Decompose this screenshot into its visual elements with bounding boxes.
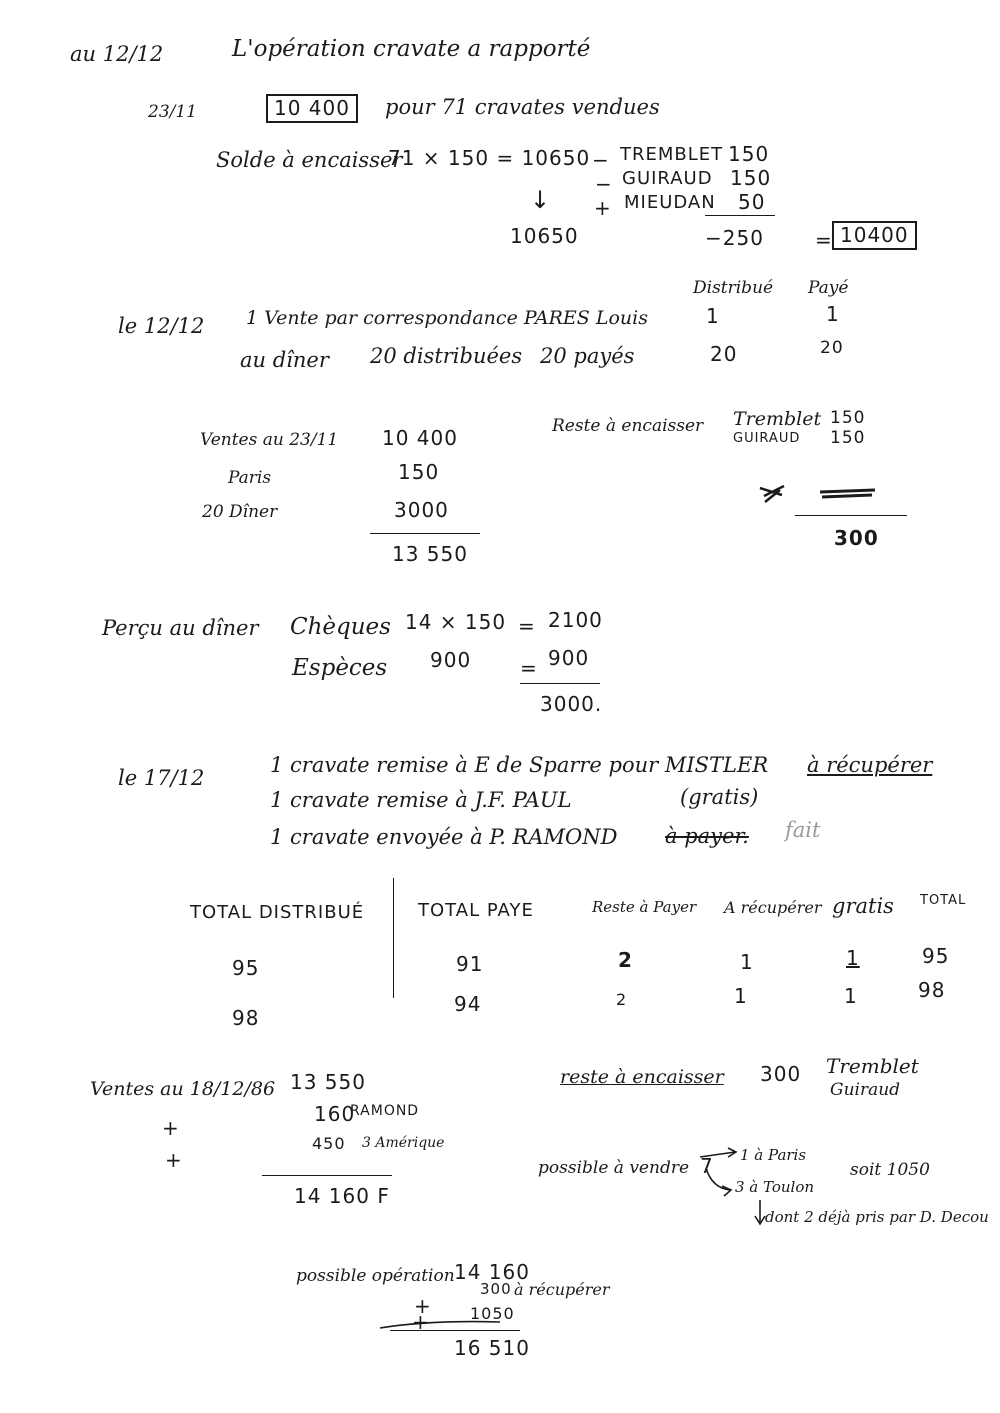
table-header-reste: Reste à Payer xyxy=(592,898,697,916)
s6-add-sign-2: + xyxy=(165,1148,183,1172)
s7-add-value-1: 300 xyxy=(480,1280,512,1298)
table-cell: 94 xyxy=(454,992,482,1016)
table-header-gratis: gratis xyxy=(832,894,894,918)
table-cell: 91 xyxy=(456,952,484,976)
s7-add-sign-2: + xyxy=(412,1310,430,1334)
s7-base: 14 160 xyxy=(454,1260,530,1284)
s6-possible-label: possible à vendre xyxy=(538,1158,690,1178)
table-cell: 1 xyxy=(846,946,860,970)
s6-add-note-1: RAMOND xyxy=(350,1103,420,1119)
scribble-mark xyxy=(760,486,784,502)
s3-reste-label: Reste à encaisser xyxy=(552,416,704,436)
s1-down-arrow-icon: ↓ xyxy=(530,186,552,214)
s1-adj-sign-3: + xyxy=(594,196,612,220)
s6-possible-soit: soit 1050 xyxy=(850,1160,930,1180)
s3-row-value-2: 150 xyxy=(398,460,440,484)
s4-row-calc-1: 14 × 150 xyxy=(405,610,507,634)
s2-date: le 12/12 xyxy=(118,314,205,338)
s6-reste-label: reste à encaisser xyxy=(560,1066,724,1088)
s1-solde-label: Solde à encaisser xyxy=(216,148,403,172)
s3-reste-total: 300 xyxy=(834,526,879,550)
s2-line1-distribue: 1 xyxy=(706,304,720,328)
s1-boxed-amount: 10 400 xyxy=(266,94,358,123)
table-cell: 95 xyxy=(232,956,260,980)
table-cell: 95 xyxy=(922,944,950,968)
s2-line2-prefix: au dîner xyxy=(240,348,329,372)
s1-adj-amount-3: 50 xyxy=(738,190,766,214)
s4-row-value-2: 900 xyxy=(548,646,590,670)
s5-line2-note: (gratis) xyxy=(680,785,759,809)
s2-line1: 1 Vente par correspondance PARES Louis xyxy=(246,307,648,329)
s5-line3: 1 cravate envoyée à P. RAMOND xyxy=(270,825,618,849)
s7-add-note-1: à récupérer xyxy=(514,1280,610,1299)
s1-adj-sign-2: − xyxy=(595,172,613,196)
s5-line3-pencil: fait xyxy=(785,818,821,842)
s2-line1-paye: 1 xyxy=(826,302,840,326)
s1-result: 10400 xyxy=(832,221,917,250)
table-cell: 1 xyxy=(734,984,748,1008)
s1-date: 23/11 xyxy=(148,102,197,122)
s3-reste-rule xyxy=(795,515,907,516)
s4-row-value-1: 2100 xyxy=(548,608,603,632)
s3-row-label-1: Ventes au 23/11 xyxy=(200,430,339,450)
table-cell: 2 xyxy=(618,948,633,972)
s5-line1: 1 cravate remise à E de Sparre pour MISTLER xyxy=(270,753,769,777)
s2-line2-suffix: 20 payés xyxy=(540,344,635,368)
s4-row-eq-1: = xyxy=(518,614,536,638)
s3-total: 13 550 xyxy=(392,542,468,566)
s3-row-label-2: Paris xyxy=(228,468,272,488)
table-header-paye: TOTAL PAYE xyxy=(418,900,534,921)
s6-possible-line-1: 1 à Paris xyxy=(740,1146,807,1164)
s7-add-value-2: 1050 xyxy=(470,1304,515,1323)
s2-line2-distribue: 20 xyxy=(710,342,738,366)
s4-row-label-2: Espèces xyxy=(292,655,388,681)
s6-sum-rule xyxy=(262,1175,392,1176)
s3-reste-name-2: GUIRAUD xyxy=(733,431,801,446)
s1-adj-name-1: TREMBLET xyxy=(620,144,724,165)
s6-reste-amount: 300 xyxy=(760,1062,802,1086)
s1-adj-name-2: GUIRAUD xyxy=(622,168,713,189)
s4-row-eq-2: = xyxy=(520,656,538,680)
s3-sum-rule xyxy=(370,533,480,534)
s7-label: possible opération xyxy=(296,1266,455,1286)
s3-reste-amount-1: 150 xyxy=(830,408,866,428)
s7-sum-rule xyxy=(390,1330,520,1331)
s4-row-calc-2: 900 xyxy=(430,648,472,672)
s1-calc: 71 × 150 = 10650 xyxy=(388,146,591,170)
scribble-mark xyxy=(820,490,875,497)
s6-possible-note: dont 2 déjà pris par D. Decou xyxy=(765,1208,989,1226)
s1-result-eq: = xyxy=(815,228,833,252)
s4-total: 3000. xyxy=(540,692,603,716)
s2-line2-mid: 20 distribuées xyxy=(370,344,523,368)
s4-row-label-1: Chèques xyxy=(290,614,391,640)
s1-adj-amount-1: 150 xyxy=(728,142,770,166)
s5-date: le 17/12 xyxy=(118,766,205,790)
page-title: L'opération cravate a rapporté xyxy=(232,36,591,62)
s6-total: 14 160 F xyxy=(294,1184,390,1208)
table-cell: 98 xyxy=(918,978,946,1002)
table-header-recuperer: A récupérer xyxy=(724,898,822,917)
s3-reste-name-1: Tremblet xyxy=(733,408,822,430)
s6-add-sign-1: + xyxy=(162,1116,180,1140)
s5-line2: 1 cravate remise à J.F. PAUL xyxy=(270,788,572,812)
s1-adj-name-3: MIEUDAN xyxy=(624,192,716,213)
header-date: au 12/12 xyxy=(70,42,164,66)
s1-carry: 10650 xyxy=(510,224,579,248)
arrowhead-mark xyxy=(722,1186,731,1196)
s6-add-note-2: 3 Amérique xyxy=(362,1135,445,1151)
s6-possible-count: 7 xyxy=(700,1154,714,1178)
s6-add-value-2: 450 xyxy=(312,1134,346,1153)
s7-add-sign-1: + xyxy=(414,1294,432,1318)
table-cell: 2 xyxy=(616,990,628,1009)
s1-adj-amount-2: 150 xyxy=(730,166,772,190)
arrowhead-mark xyxy=(755,1216,765,1224)
s3-row-value-3: 3000 xyxy=(394,498,449,522)
s6-add-value-1: 160 xyxy=(314,1102,356,1126)
s6-reste-name-2: Guiraud xyxy=(830,1080,901,1100)
table-divider xyxy=(393,878,394,998)
s6-possible-line-2: 3 à Toulon xyxy=(735,1178,815,1196)
s6-label: Ventes au 18/12/86 xyxy=(90,1078,276,1100)
s2-line2-paye: 20 xyxy=(820,338,844,358)
s3-reste-amount-2: 150 xyxy=(830,428,866,448)
s6-reste-name-1: Tremblet xyxy=(826,1054,919,1078)
table-header-total: TOTAL xyxy=(920,893,967,908)
s4-label: Perçu au dîner xyxy=(102,616,259,640)
arrowhead-mark xyxy=(728,1148,736,1157)
s3-row-value-1: 10 400 xyxy=(382,426,458,450)
s6-base: 13 550 xyxy=(290,1070,366,1094)
s1-sum-rule xyxy=(705,215,775,216)
table-cell: 98 xyxy=(232,1006,260,1030)
s1-net: −250 xyxy=(705,226,764,250)
s5-line3-strike: à payer. xyxy=(665,824,749,848)
s1-adj-sign-1: − xyxy=(592,148,610,172)
table-cell: 1 xyxy=(740,950,754,974)
s4-sum-rule xyxy=(520,683,600,684)
s3-row-label-3: 20 Dîner xyxy=(202,502,278,522)
s5-line1-note: à récupérer xyxy=(807,753,933,777)
table-cell: 1 xyxy=(844,984,858,1008)
s1-description: pour 71 cravates vendues xyxy=(385,95,660,119)
s2-col-distribue: Distribué xyxy=(693,278,774,298)
s2-col-paye: Payé xyxy=(808,278,849,298)
s7-total: 16 510 xyxy=(454,1336,530,1360)
table-header-distribue: TOTAL DISTRIBUÉ xyxy=(190,902,365,923)
